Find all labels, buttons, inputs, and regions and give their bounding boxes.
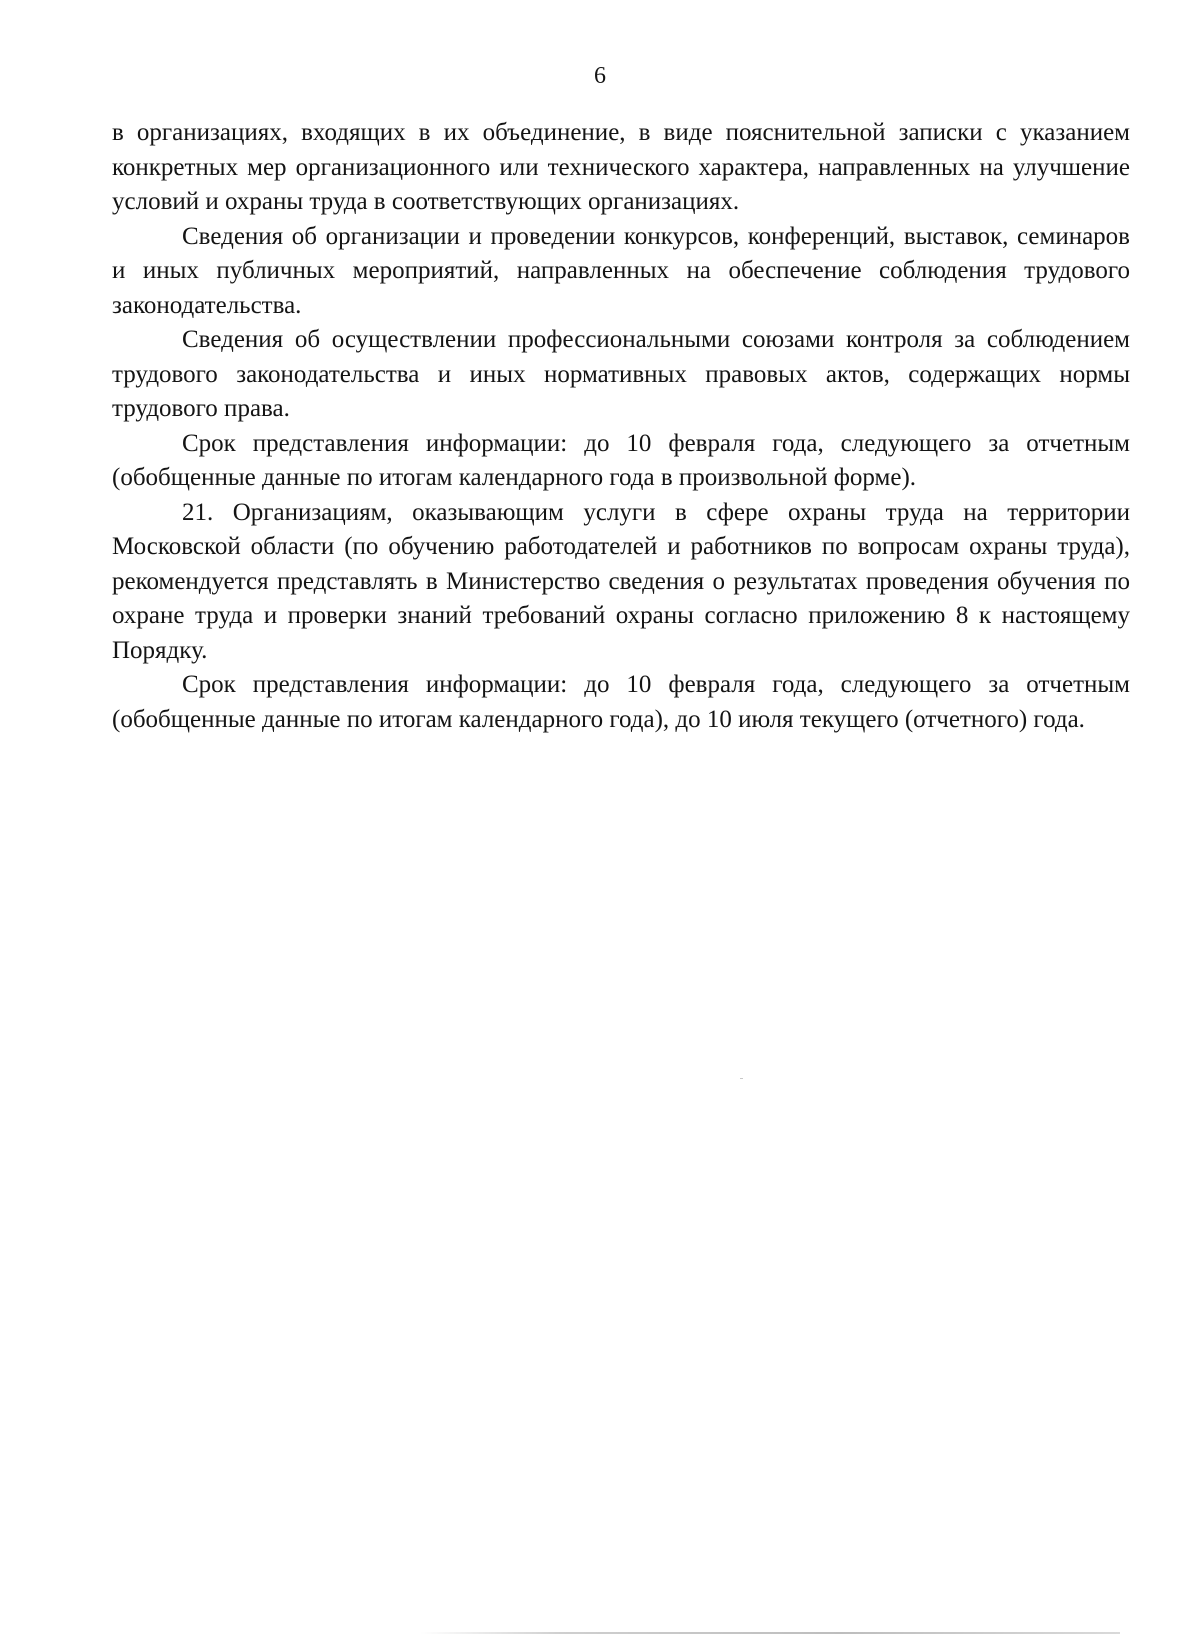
document-body [112,116,1130,737]
scan-speck [740,1078,743,1079]
paragraph-deadline-1: Срок представления информации: до 10 февраля года, следующего за отчетным (обобщенные данные по итогам календарного года в произвольной форме). [112,429,1130,491]
paragraph-union-control-info: Сведения об осуществлении профессиональными союзами контроля за соблюдением трудового законодательства и иных нормативных правовых актов, содержащих нормы трудового права. [112,326,1130,422]
paragraph-deadline-2: Срок представления информации: до 10 февраля года, следующего за отчетным (обобщенные данные по итогам календарного года), до 10 июля текущего (отчетного) года. [112,671,1130,733]
page-number: 6 [594,63,606,89]
paragraph-events-info: Сведения об организации и проведении конкурсов, конференций, выставок, семинаров и иных публичных мероприятий, направленных на обеспечение соблюдения трудового законодательства. [112,222,1130,319]
paragraph-continuation: в организациях, входящих в их объединение, в виде пояснительной записки с указанием конкретных мер организационного или технического характера, направленных на улучшение условий и охраны труда в соответствующих организациях. [112,119,1130,215]
scan-bottom-edge [420,1632,1120,1634]
paragraph-item-21: 21. Организациям, оказывающим услуги в сфере охраны труда на территории Московской области (по обучению работодателей и работников по вопросам охраны труда), рекомендуется представлять в Министерство сведения о результатах проведения обучения по охране труда и проверки знаний требований охраны согласно приложению 8 к настоящему Порядку. [112,498,1130,664]
